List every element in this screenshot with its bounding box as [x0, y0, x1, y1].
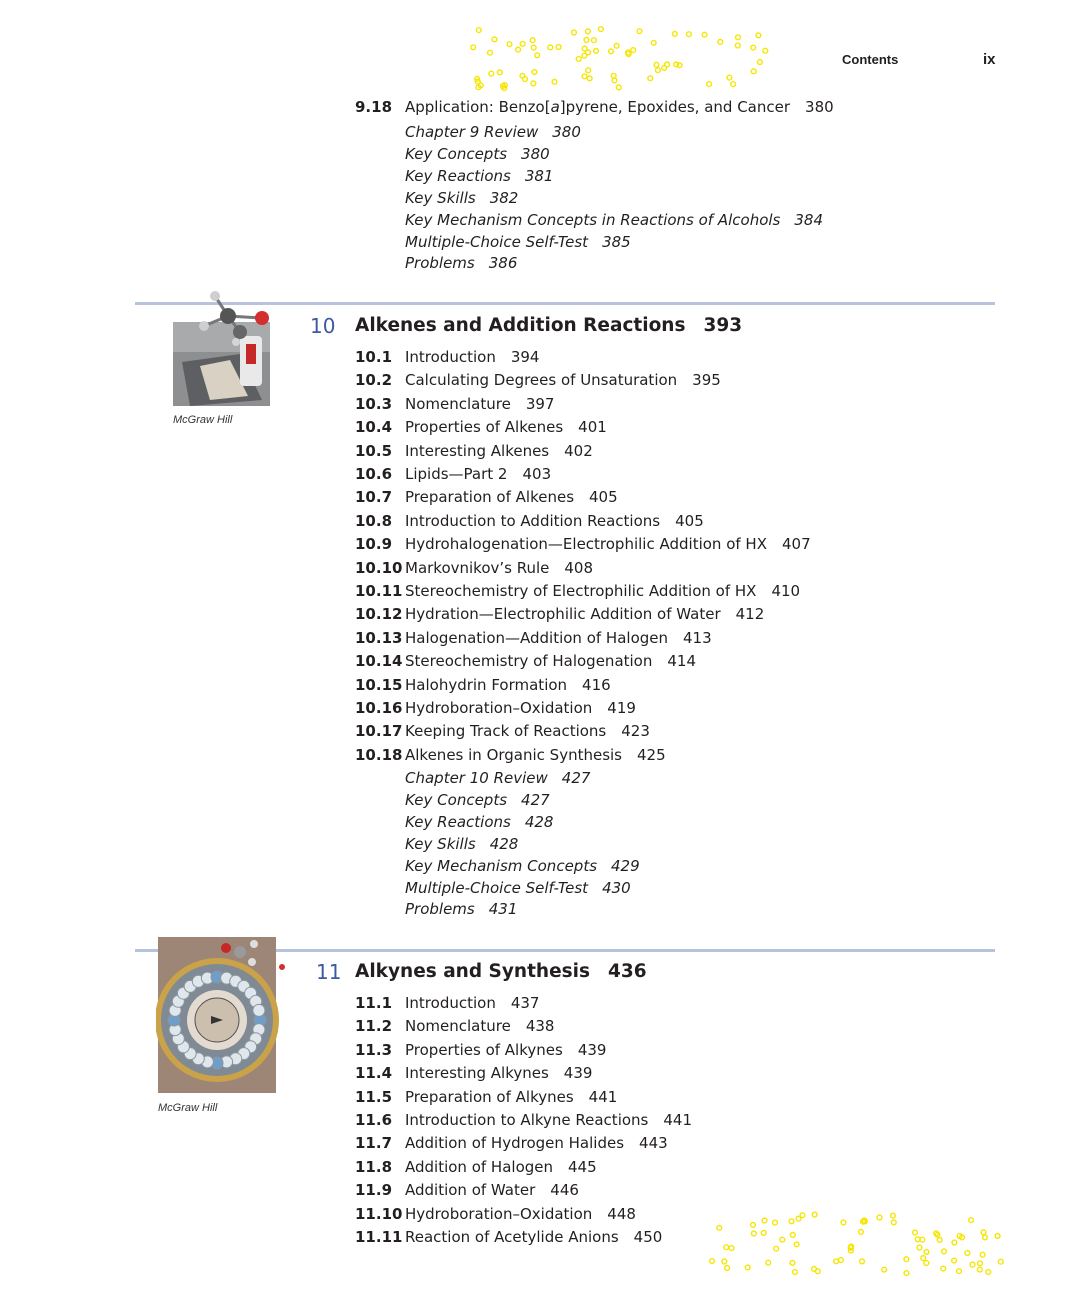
section-number: 10.10	[355, 558, 403, 577]
yellow-dot	[489, 71, 494, 76]
yellow-dot	[998, 1259, 1003, 1264]
section-title	[405, 745, 666, 765]
chapter-page: 393	[703, 315, 743, 336]
section-number: 10.11	[355, 582, 403, 600]
section-title	[405, 1087, 617, 1107]
section-title-text: Stereochemistry of Halogenation	[405, 652, 653, 671]
toc-review-row[interactable]	[405, 768, 590, 788]
section-title	[405, 1016, 554, 1036]
toc-review-row[interactable]	[405, 210, 823, 230]
yellow-dot	[520, 41, 525, 46]
section-title-text: Hydroboration–Oxidation	[405, 1204, 593, 1223]
review-page: 428	[524, 812, 554, 831]
section-page: 438	[525, 1017, 555, 1036]
yellow-dot	[586, 29, 591, 34]
yellow-dot	[592, 38, 597, 43]
section-title	[405, 581, 800, 601]
section-number: 10.9	[355, 535, 393, 554]
section-number: 10.14	[355, 652, 403, 671]
yellow-dot	[891, 1220, 896, 1225]
section-number: 11.1	[355, 994, 393, 1012]
section-number: 10.5	[355, 441, 393, 460]
yellow-dot	[702, 32, 707, 37]
section-number: 10.17	[355, 722, 403, 741]
toc-review-row[interactable]	[405, 878, 631, 898]
yellow-dot	[904, 1271, 909, 1276]
yellow-dot	[729, 1246, 734, 1251]
section-title	[405, 464, 551, 484]
yellow-dot	[937, 1238, 942, 1243]
yellow-dot	[965, 1251, 970, 1256]
section-page: 380	[805, 98, 834, 116]
toc-review-row[interactable]	[405, 790, 550, 810]
yellow-dot	[773, 1220, 778, 1225]
section-number: 11.4	[355, 1064, 393, 1083]
review-page: 382	[489, 188, 519, 207]
review-page: 427	[561, 769, 591, 787]
chapter-title[interactable]	[355, 315, 742, 336]
chapter-page: 436	[608, 961, 647, 982]
section-number: 10.7	[355, 488, 393, 507]
section-title	[405, 511, 704, 531]
section-page: 405	[675, 511, 704, 530]
section-page: 403	[522, 465, 552, 483]
section-page: 450	[633, 1228, 663, 1246]
yellow-dot	[924, 1261, 929, 1266]
review-title: Chapter 10 Review	[405, 769, 548, 787]
review-page: 380	[521, 144, 550, 163]
section-title-text: Addition of Hydrogen Halides	[405, 1134, 625, 1153]
section-page: 448	[607, 1204, 636, 1223]
running-header: Contents	[842, 52, 899, 67]
review-title: Multiple-Choice Self-Test	[405, 232, 589, 251]
yellow-dot	[980, 1252, 985, 1257]
yellow-dot	[724, 1245, 729, 1250]
yellow-dot	[722, 1259, 727, 1264]
section-title	[405, 1157, 597, 1177]
section-page: 413	[683, 628, 712, 647]
review-page: 386	[488, 254, 518, 273]
yellow-dot	[761, 1231, 766, 1236]
section-title-text: Reaction of Acetylide Anions	[405, 1228, 619, 1246]
section-page: 446	[550, 1181, 579, 1200]
review-page: 431	[488, 900, 518, 919]
yellow-dot	[631, 48, 636, 53]
section-title	[405, 441, 593, 461]
review-title: Key Concepts	[405, 790, 508, 809]
review-page: 428	[489, 834, 519, 853]
yellow-dot	[476, 28, 481, 33]
yellow-dot	[957, 1269, 962, 1274]
yellow-dot	[552, 79, 557, 84]
section-number: 11.9	[355, 1181, 393, 1200]
review-title: Key Mechanism Concepts	[405, 856, 598, 875]
yellow-dot	[531, 45, 536, 50]
yellow-dot	[731, 82, 736, 87]
yellow-dot	[672, 32, 677, 37]
chapter-title-text: Alkenes and Addition Reactions	[355, 315, 686, 336]
yellow-dot	[556, 45, 561, 50]
yellow-dot	[921, 1256, 926, 1261]
yellow-dot	[531, 81, 536, 86]
yellow-dot	[766, 1260, 771, 1265]
review-page: 380	[552, 123, 581, 141]
toc-review-row[interactable]	[405, 122, 581, 142]
section-title	[405, 993, 539, 1013]
section-title-text: Hydration—Electrophilic Addition of Water	[405, 605, 721, 624]
section-page: 395	[692, 371, 721, 390]
yellow-dot	[977, 1267, 982, 1272]
section-page: 445	[568, 1157, 597, 1176]
toc-review-row[interactable]	[405, 232, 631, 252]
section-title-text: Hydrohalogenation—Electrophilic Addition of HX	[405, 535, 767, 554]
review-page: 381	[524, 166, 554, 185]
yellow-dot	[599, 27, 604, 32]
toc-review-row[interactable]	[405, 166, 553, 186]
yellow-dot	[584, 38, 589, 43]
chapter-number: 10	[310, 314, 336, 338]
section-title	[405, 1133, 668, 1153]
section-title	[405, 721, 650, 741]
yellow-dot	[978, 1261, 983, 1266]
review-page: 384	[794, 210, 824, 229]
yellow-dot	[758, 60, 763, 65]
yellow-dot	[860, 1259, 865, 1264]
section-title	[405, 604, 764, 624]
section-title-text: Interesting Alkynes	[405, 1064, 549, 1083]
yellow-dot	[735, 43, 740, 48]
yellow-dot	[572, 30, 577, 35]
section-page: 439	[563, 1064, 593, 1083]
yellow-dot	[665, 62, 670, 67]
chapter-number: 11	[316, 960, 342, 984]
yellow-dot	[548, 45, 553, 50]
page-number: ix	[983, 51, 996, 68]
section-title-text: Properties of Alkynes	[405, 1040, 563, 1059]
review-title: Key Skills	[405, 834, 476, 853]
section-number: 11.5	[355, 1087, 393, 1106]
yellow-dot	[952, 1258, 957, 1263]
section-title	[405, 651, 696, 671]
yellow-dot	[736, 35, 741, 40]
section-page: 412	[735, 605, 765, 624]
toc-review-row[interactable]	[405, 253, 517, 273]
yellow-dot	[981, 1230, 986, 1235]
section-title-text: Markovnikov’s Rule	[405, 558, 550, 577]
section-page: 441	[588, 1087, 618, 1106]
yellow-dot	[762, 1218, 767, 1223]
section-page: 402	[564, 441, 593, 460]
toc-review-row[interactable]	[405, 144, 550, 164]
section-title: Application: Benzo[a]pyrene, Epoxides, and Cancer 380	[405, 98, 834, 116]
section-title-text: Introduction	[405, 348, 496, 366]
chapter-title[interactable]	[355, 961, 647, 982]
section-page: 408	[564, 558, 594, 577]
yellow-dot	[983, 1235, 988, 1240]
section-title-text: Introduction to Alkyne Reactions	[405, 1111, 649, 1129]
section-title	[405, 417, 607, 437]
section-number: 11.8	[355, 1157, 393, 1176]
yellow-dot	[995, 1234, 1000, 1239]
section-page: 410	[771, 582, 801, 600]
yellow-dot	[530, 38, 535, 43]
section-title-text: Interesting Alkenes	[405, 441, 550, 460]
section-title	[405, 628, 712, 648]
section-page: 425	[637, 745, 666, 764]
yellow-dot	[812, 1212, 817, 1217]
review-title: Key Mechanism Concepts in Reactions of Alcohols	[405, 210, 781, 229]
section-title-text: Lipids—Part 2	[405, 465, 508, 483]
yellow-dot	[651, 40, 656, 45]
section-title-text: Introduction	[405, 994, 496, 1012]
section-number: 10.15	[355, 675, 403, 694]
section-title-text: Alkenes in Organic Synthesis	[405, 745, 623, 764]
section-title-text: Halohydrin Formation	[405, 675, 568, 694]
yellow-dot	[616, 85, 621, 90]
yellow-dot	[710, 1259, 715, 1264]
chapter-10-photo	[170, 284, 280, 410]
yellow-dot	[969, 1218, 974, 1223]
section-page: 405	[589, 488, 618, 507]
toc-review-row[interactable]	[405, 899, 517, 919]
yellow-dot	[745, 1265, 750, 1270]
section-page: 414	[667, 652, 697, 671]
section-title	[405, 487, 618, 507]
section-page: 441	[663, 1111, 692, 1129]
section-page: 439	[577, 1040, 607, 1059]
yellow-dot	[751, 1223, 756, 1228]
section-number: 10.18	[355, 745, 403, 764]
section-title-text: Introduction to Addition Reactions	[405, 511, 661, 530]
yellow-dot	[877, 1215, 882, 1220]
section-number: 11.6	[355, 1111, 393, 1129]
section-page: 401	[578, 418, 607, 437]
section-title	[405, 1040, 606, 1060]
section-number: 10.1	[355, 348, 393, 366]
section-page: 416	[582, 675, 611, 694]
section-title-text: Halogenation—Addition of Halogen	[405, 628, 669, 647]
yellow-dot	[718, 40, 723, 45]
yellow-dot	[780, 1237, 785, 1242]
review-page: 429	[611, 856, 640, 875]
section-title	[405, 394, 554, 414]
section-title	[405, 1110, 692, 1130]
yellow-dot	[492, 37, 497, 42]
section-number: 9.18	[355, 98, 393, 116]
yellow-dot	[717, 1225, 722, 1230]
section-number: 10.3	[355, 394, 393, 413]
yellow-dot	[532, 70, 537, 75]
yellow-dot	[859, 1230, 864, 1235]
yellow-dot	[841, 1220, 846, 1225]
yellow-dot	[913, 1230, 918, 1235]
yellow-dot	[970, 1262, 975, 1267]
review-title: Key Reactions	[405, 166, 511, 185]
yellow-dot	[497, 70, 502, 75]
yellow-dot	[800, 1213, 805, 1218]
photo-credit: McGraw Hill	[158, 1102, 218, 1114]
review-title: Key Reactions	[405, 812, 511, 831]
section-title-text: Calculating Degrees of Unsaturation	[405, 371, 678, 390]
yellow-dot	[790, 1233, 795, 1238]
section-number: 10.16	[355, 699, 403, 717]
yellow-dot	[882, 1267, 887, 1272]
section-number: 11.2	[355, 1017, 393, 1036]
section-number: 10.12	[355, 605, 403, 624]
section-title	[405, 370, 721, 390]
toc-review-row[interactable]	[405, 856, 640, 876]
yellow-dot	[727, 75, 732, 80]
yellow-dot	[751, 69, 756, 74]
section-title-text: Properties of Alkenes	[405, 418, 564, 437]
review-page: 430	[602, 878, 631, 897]
section-title-text: Hydroboration–Oxidation	[405, 699, 593, 717]
review-title: Chapter 9 Review	[405, 123, 539, 141]
yellow-dot	[576, 57, 581, 62]
yellow-dot	[790, 1261, 795, 1266]
toc-review-row[interactable]	[405, 812, 553, 832]
yellow-dot	[917, 1245, 922, 1250]
section-title-text: Nomenclature	[405, 394, 511, 413]
yellow-dot	[924, 1250, 929, 1255]
yellow-dot	[789, 1219, 794, 1224]
review-title: Multiple-Choice Self-Test	[405, 878, 589, 897]
yellow-dot	[986, 1270, 991, 1275]
section-title	[405, 675, 611, 695]
yellow-dot	[535, 53, 540, 58]
yellow-dot	[594, 49, 599, 54]
yellow-dot	[614, 43, 619, 48]
toc-review-row[interactable]	[405, 834, 518, 854]
yellow-dot	[488, 50, 493, 55]
section-page: 394	[510, 348, 540, 366]
yellow-dot	[839, 1258, 844, 1263]
review-title: Problems	[405, 900, 475, 919]
yellow-dot	[942, 1249, 947, 1254]
yellow-dot	[654, 62, 659, 67]
section-number: 10.4	[355, 418, 393, 437]
section-title-text: Addition of Water	[405, 1181, 536, 1200]
section-title-text: Preparation of Alkenes	[405, 488, 575, 507]
section-title	[405, 534, 811, 554]
section-title	[405, 558, 593, 578]
yellow-dot	[507, 42, 512, 47]
review-title: Problems	[405, 254, 475, 273]
review-page: 427	[521, 790, 550, 809]
yellow-dot	[763, 48, 768, 53]
section-title	[405, 1063, 592, 1083]
yellow-dot	[582, 46, 587, 51]
chapter-11-photo	[156, 934, 286, 1096]
yellow-dot	[707, 82, 712, 87]
yellow-dot-pattern-bottom	[705, 1210, 1005, 1278]
review-page: 385	[602, 232, 631, 251]
yellow-dot	[941, 1266, 946, 1271]
section-number: 11.3	[355, 1040, 393, 1059]
yellow-dot	[648, 76, 653, 81]
section-title-text: Nomenclature	[405, 1017, 511, 1036]
section-page: 443	[639, 1134, 668, 1153]
section-title	[405, 1180, 579, 1200]
section-number: 10.8	[355, 511, 393, 530]
section-number: 11.11	[355, 1228, 403, 1246]
section-number: 10.6	[355, 465, 393, 483]
yellow-dot	[752, 1231, 757, 1236]
section-title	[405, 1204, 636, 1224]
section-number: 10.2	[355, 371, 393, 390]
yellow-dot-pattern-top	[465, 25, 770, 93]
yellow-dot	[637, 29, 642, 34]
section-page: 437	[510, 994, 540, 1012]
yellow-dot	[586, 68, 591, 73]
yellow-dot	[904, 1257, 909, 1262]
section-page: 397	[525, 394, 555, 413]
yellow-dot	[656, 68, 661, 73]
section-page: 423	[621, 722, 650, 741]
section-title	[405, 698, 636, 718]
section-title-text: Stereochemistry of Electrophilic Addition of HX	[405, 582, 757, 600]
photo-credit: McGraw Hill	[173, 414, 233, 426]
section-title	[405, 1227, 662, 1247]
section-title-text: Keeping Track of Reactions	[405, 722, 607, 741]
yellow-dot	[687, 32, 692, 37]
section-title	[405, 347, 539, 367]
section-page: 419	[607, 699, 636, 717]
yellow-dot	[516, 47, 521, 52]
yellow-dot	[725, 1266, 730, 1271]
yellow-dot	[952, 1240, 957, 1245]
yellow-dot	[891, 1213, 896, 1218]
section-number: 11.7	[355, 1134, 393, 1153]
review-title: Key Concepts	[405, 144, 508, 163]
section-title-text: Addition of Halogen	[405, 1157, 554, 1176]
yellow-dot	[751, 45, 756, 50]
section-number: 11.10	[355, 1204, 403, 1223]
yellow-dot	[582, 74, 587, 79]
review-title: Key Skills	[405, 188, 476, 207]
toc-review-row[interactable]	[405, 188, 518, 208]
section-title-text: Preparation of Alkynes	[405, 1087, 574, 1106]
yellow-dot	[774, 1246, 779, 1251]
yellow-dot	[812, 1267, 817, 1272]
yellow-dot	[471, 45, 476, 50]
yellow-dot	[793, 1270, 798, 1275]
yellow-dot	[756, 33, 761, 38]
yellow-dot	[609, 49, 614, 54]
chapter-title-text: Alkynes and Synthesis	[355, 961, 591, 982]
section-number: 10.13	[355, 628, 403, 647]
section-page: 407	[781, 535, 811, 554]
yellow-dot	[587, 76, 592, 81]
yellow-dot	[834, 1259, 839, 1264]
yellow-dot	[794, 1242, 799, 1247]
